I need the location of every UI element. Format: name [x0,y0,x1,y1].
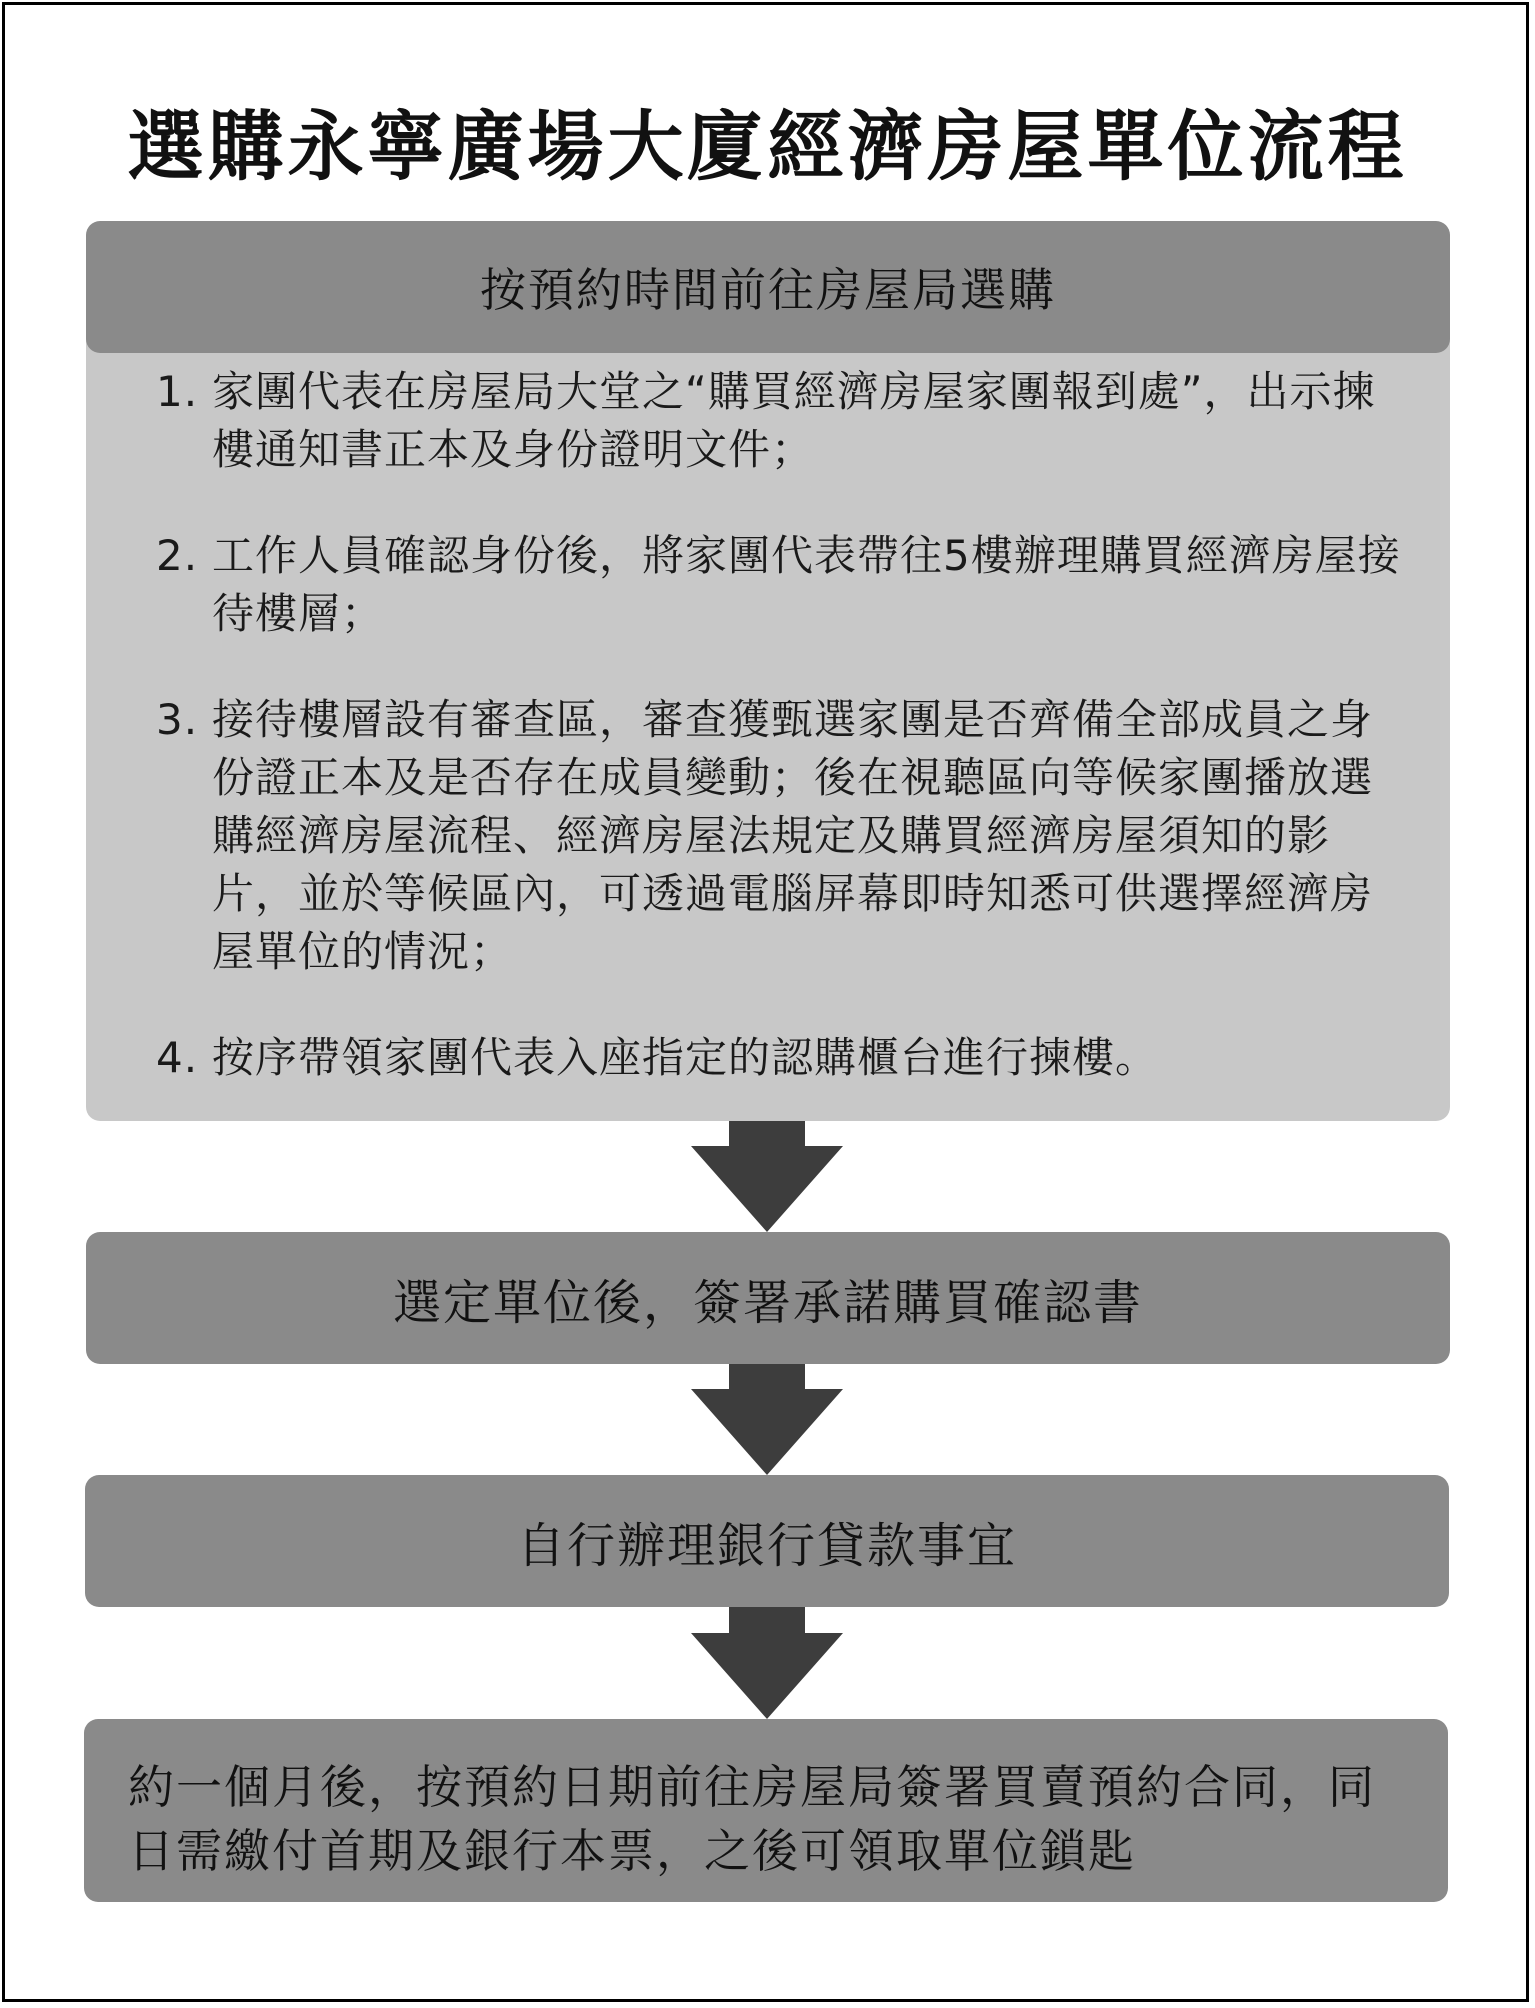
step-1-item-list [156,363,1406,1121]
step-3-box: 自行辦理銀行貸款事宜 [85,1475,1449,1607]
list-item-text: 工作人員確認身份後，將家團代表帶往5樓辦理購買經濟房屋接待樓層； [212,531,1401,638]
step-4-box: 約一個月後，按預約日期前往房屋局簽署買賣預約合同，同日需繳付首期及銀行本票，之後可領取單位鎖匙 [84,1719,1448,1902]
list-item-text: 接待樓層設有審查區，審查獲甄選家團是否齊備全部成員之身份證正本及是否存在成員變動；後在視聽區向等候家團播放選購經濟房屋流程、經濟房屋法規定及購買經濟房屋須知的影片，並於等候區內，可透過電腦屏幕即時知悉可供選擇經濟房屋單位的情況； [212,695,1374,976]
list-item-number: 3. [156,695,199,744]
list-item-number: 4. [156,1033,199,1082]
list-item-text: 家團代表在房屋局大堂之“購買經濟房屋家團報到處”，出示揀樓通知書正本及身份證明文件； [212,367,1376,474]
list-item [156,363,1406,479]
down-arrow-icon [691,1121,843,1232]
list-item [156,691,1406,981]
list-item-text: 按序帶領家團代表入座指定的認購櫃台進行揀樓。 [212,1033,1159,1082]
list-item [156,1029,1406,1087]
step-2-box: 選定單位後，簽署承諾購買確認書 [86,1232,1450,1364]
list-item [156,527,1406,643]
page-title: 選購永寧廣場大廈經濟房屋單位流程 [127,102,1408,191]
step-1-panel [86,221,1450,1121]
list-item-number: 1. [156,367,199,416]
step-1-heading: 按預約時間前往房屋局選購 [86,221,1450,353]
list-item-number: 2. [156,531,199,580]
down-arrow-icon [691,1607,843,1719]
down-arrow-icon [691,1364,843,1475]
